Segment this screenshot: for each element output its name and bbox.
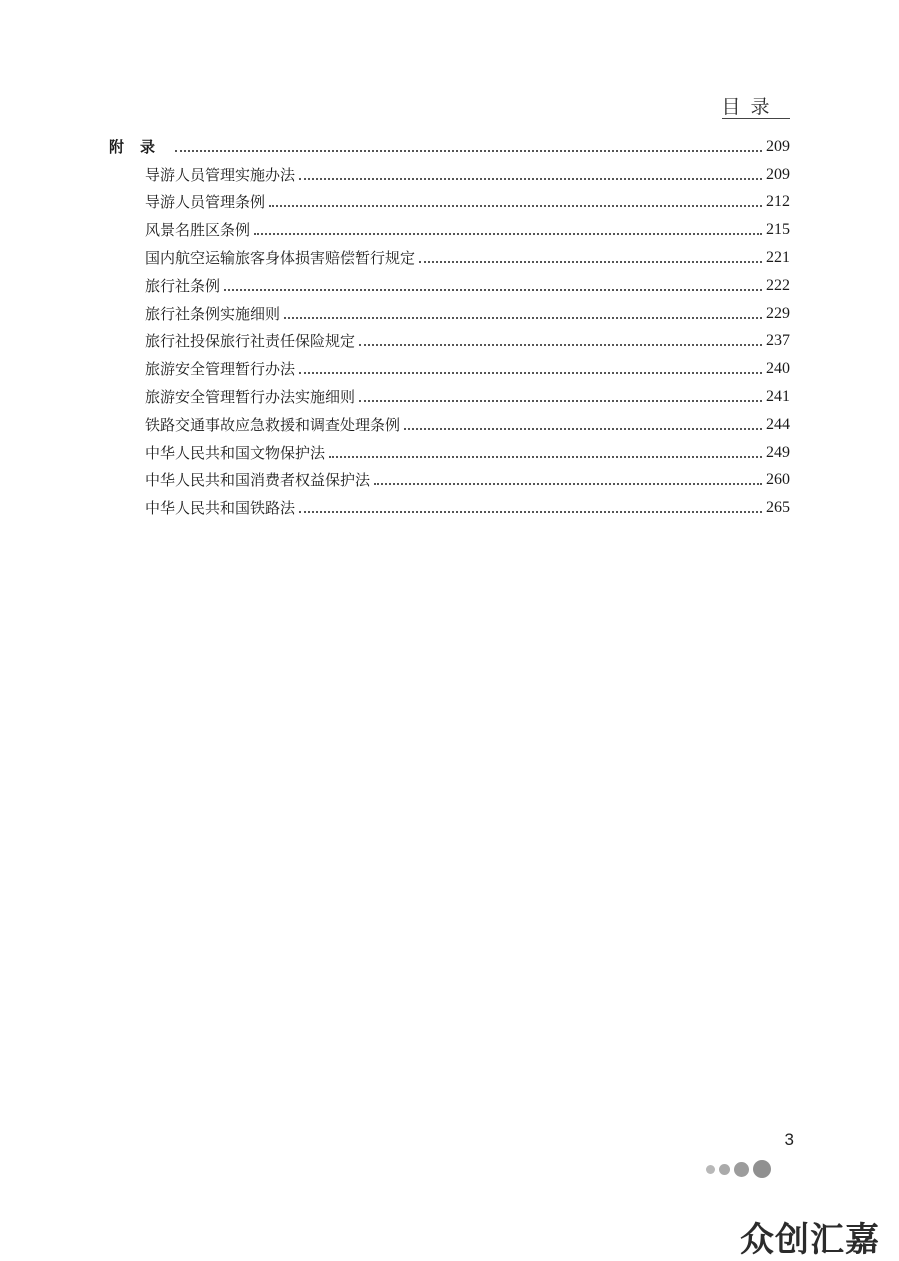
toc-entry-page: 260: [766, 471, 790, 489]
toc-entry-label: 中华人民共和国消费者权益保护法: [145, 471, 371, 490]
toc-entry-page: 229: [766, 304, 790, 322]
toc-entry-label: 铁路交通事故应急救援和调查处理条例: [145, 415, 401, 434]
toc-entry[interactable]: [109, 463, 790, 491]
toc-entry[interactable]: [109, 296, 790, 324]
toc-entry-page: 241: [766, 387, 790, 405]
toc-entry-label: 导游人员管理条例: [145, 193, 266, 212]
toc-entry[interactable]: [109, 351, 790, 379]
toc-entry[interactable]: [109, 129, 790, 157]
toc-leader-dots: [359, 400, 762, 402]
toc-entry-label: 旅行社条例: [145, 276, 221, 295]
toc-entry-label: 旅游安全管理暂行办法: [145, 360, 296, 379]
toc-entry-page: 265: [766, 499, 790, 517]
toc-entry-page: 209: [766, 165, 790, 183]
toc-entry-label: 中华人民共和国文物保护法: [145, 443, 326, 462]
toc-entry[interactable]: [109, 185, 790, 213]
running-header-title: 目录: [721, 96, 780, 118]
toc-leader-dots: [299, 372, 762, 374]
toc-leader-dots: [254, 233, 762, 235]
toc-entry-label: 导游人员管理实施办法: [145, 165, 296, 184]
toc-entry[interactable]: [109, 268, 790, 296]
dot-icon: [753, 1160, 771, 1178]
toc-entry-page: 221: [766, 248, 790, 266]
watermark-logo: 众创汇嘉: [740, 1220, 880, 1260]
toc-leader-dots: [269, 205, 762, 207]
dot-icon: [719, 1164, 730, 1175]
toc-entry-page: 240: [766, 360, 790, 378]
toc-leader-dots: [299, 511, 762, 513]
toc-entry-label: 中华人民共和国铁路法: [145, 499, 296, 518]
toc-leader-dots: [404, 428, 762, 430]
toc-entry-page: 244: [766, 415, 790, 433]
toc-entry-page: 237: [766, 332, 790, 350]
toc-entry-page: 209: [766, 137, 790, 155]
toc-leader-dots: [175, 150, 762, 152]
toc-entry[interactable]: [109, 324, 790, 352]
toc-entry[interactable]: [109, 240, 790, 268]
toc-entry-label: 风景名胜区条例: [145, 221, 251, 240]
decorative-dots-icon: [706, 1158, 771, 1180]
toc-entry[interactable]: [109, 379, 790, 407]
toc-entry[interactable]: [109, 435, 790, 463]
toc-entry[interactable]: [109, 212, 790, 240]
toc-entry-label: 国内航空运输旅客身体损害赔偿暂行规定: [145, 248, 416, 267]
toc-leader-dots: [419, 261, 762, 263]
page-number: 3: [784, 1130, 794, 1149]
table-of-contents: [109, 129, 790, 518]
toc-entry-page: 215: [766, 221, 790, 239]
toc-entry-page: 222: [766, 276, 790, 294]
toc-entry-label: 旅游安全管理暂行办法实施细则: [145, 387, 356, 406]
toc-entry-label: 附录: [109, 137, 172, 156]
toc-leader-dots: [284, 317, 762, 319]
toc-entry[interactable]: [109, 157, 790, 185]
toc-entry[interactable]: [109, 407, 790, 435]
header-rule: [722, 118, 790, 119]
toc-leader-dots: [299, 178, 762, 180]
toc-entry-page: 249: [766, 443, 790, 461]
toc-leader-dots: [374, 483, 762, 485]
toc-entry-label: 旅行社条例实施细则: [145, 304, 281, 323]
toc-entry[interactable]: [109, 490, 790, 518]
toc-leader-dots: [329, 456, 762, 458]
toc-leader-dots: [224, 289, 762, 291]
toc-entry-page: 212: [766, 193, 790, 211]
dot-icon: [706, 1165, 715, 1174]
toc-leader-dots: [359, 344, 762, 346]
toc-entry-label: 旅行社投保旅行社责任保险规定: [145, 332, 356, 351]
dot-icon: [734, 1162, 749, 1177]
